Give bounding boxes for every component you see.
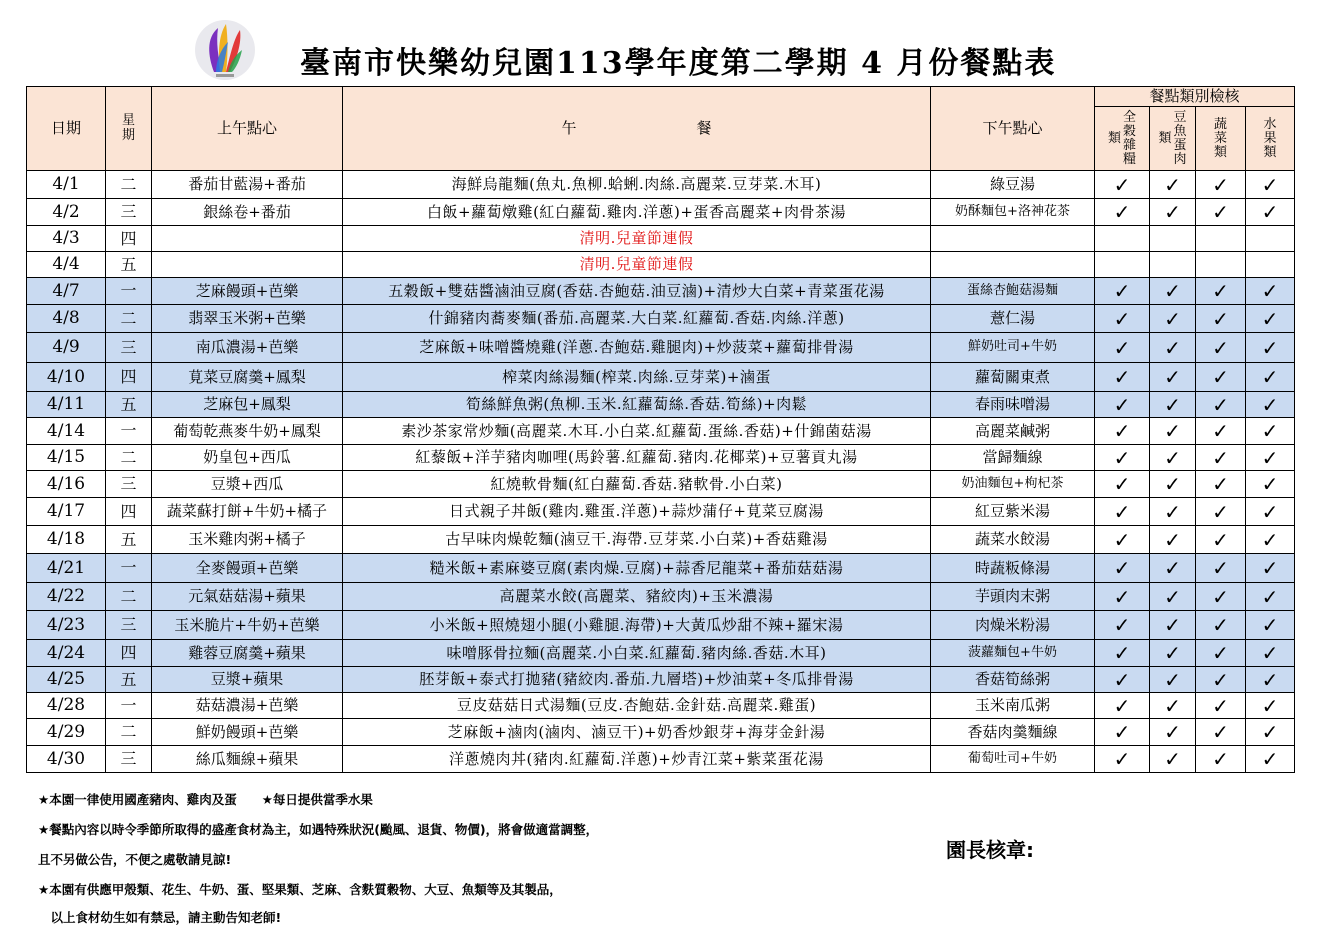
check-mark: ✓ (1150, 278, 1196, 305)
check-mark: ✓ (1196, 640, 1246, 667)
row-date: 4/15 (27, 445, 106, 471)
check-mark: ✓ (1095, 554, 1150, 583)
check-mark: ✓ (1150, 583, 1196, 611)
check-mark: ✓ (1246, 554, 1295, 583)
row-am-snack (152, 226, 343, 252)
check-mark: ✓ (1095, 719, 1150, 746)
row-weekday: 四 (106, 363, 152, 392)
check-mark: ✓ (1095, 611, 1150, 640)
check-mark: ✓ (1095, 746, 1150, 773)
check-mark: ✓ (1150, 418, 1196, 445)
row-am-snack: 絲瓜麵線+蘋果 (152, 746, 343, 773)
row-pm-snack: 玉米南瓜粥 (931, 693, 1095, 719)
row-weekday: 一 (106, 693, 152, 719)
row-lunch: 筍絲鮮魚粥(魚柳.玉米.紅蘿蔔絲.香菇.筍絲)+肉鬆 (343, 392, 931, 418)
row-am-snack: 翡翠玉米粥+芭樂 (152, 305, 343, 333)
check-mark: ✓ (1095, 171, 1150, 199)
meal-row (27, 392, 1295, 418)
row-am-snack: 玉米雞肉粥+橘子 (152, 526, 343, 554)
header-am-snack: 上午點心 (152, 87, 343, 171)
row-am-snack: 蔬菜蘇打餅+牛奶+橘子 (152, 498, 343, 526)
check-mark: ✓ (1196, 719, 1246, 746)
row-lunch: 榨菜肉絲湯麵(榨菜.肉絲.豆芽菜)+滷蛋 (343, 363, 931, 392)
check-mark (1150, 226, 1196, 252)
check-mark: ✓ (1246, 305, 1295, 333)
row-lunch: 素沙茶家常炒麵(高麗菜.木耳.小白菜.紅蘿蔔.蛋絲.香菇)+什錦菌菇湯 (343, 418, 931, 445)
row-weekday: 五 (106, 667, 152, 693)
check-mark: ✓ (1196, 611, 1246, 640)
check-mark: ✓ (1150, 305, 1196, 333)
row-pm-snack: 蘿蔔關東煮 (931, 363, 1095, 392)
meal-row (27, 640, 1295, 667)
row-am-snack: 菇菇濃湯+芭樂 (152, 693, 343, 719)
check-mark: ✓ (1095, 392, 1150, 418)
meal-row (27, 611, 1295, 640)
row-weekday: 四 (106, 498, 152, 526)
note-4: ★本園有供應甲殼類、花生、牛奶、蛋、堅果類、芝麻、含麩質穀物、大豆、魚類等及其製品， (38, 882, 562, 897)
row-pm-snack: 香菇筍絲粥 (931, 667, 1095, 693)
row-weekday: 四 (106, 226, 152, 252)
row-am-snack: 豆漿+蘋果 (152, 667, 343, 693)
row-date: 4/11 (27, 392, 106, 418)
holiday-label: 清明.兒童節連假 (343, 226, 931, 252)
balloon-logo-icon (190, 20, 260, 86)
row-am-snack: 雞蓉豆腐羹+蘋果 (152, 640, 343, 667)
check-mark: ✓ (1246, 471, 1295, 498)
row-weekday: 三 (106, 746, 152, 773)
meal-row (27, 305, 1295, 333)
check-mark: ✓ (1150, 471, 1196, 498)
row-am-snack: 葡萄乾燕麥牛奶+鳳梨 (152, 418, 343, 445)
meal-row (27, 333, 1295, 363)
meal-table (26, 86, 1295, 773)
row-date: 4/30 (27, 746, 106, 773)
check-mark: ✓ (1150, 640, 1196, 667)
row-pm-snack: 綠豆湯 (931, 171, 1095, 199)
check-mark (1246, 226, 1295, 252)
check-mark: ✓ (1196, 667, 1246, 693)
row-pm-snack: 春雨味噌湯 (931, 392, 1095, 418)
row-date: 4/22 (27, 583, 106, 611)
row-am-snack: 元氣菇菇湯+蘋果 (152, 583, 343, 611)
check-mark: ✓ (1196, 171, 1246, 199)
row-date: 4/24 (27, 640, 106, 667)
row-am-snack: 豆漿+西瓜 (152, 471, 343, 498)
check-mark: ✓ (1246, 526, 1295, 554)
check-mark: ✓ (1150, 199, 1196, 226)
check-mark: ✓ (1246, 445, 1295, 471)
row-am-snack: 鮮奶饅頭+芭樂 (152, 719, 343, 746)
row-lunch: 什錦豬肉蕎麥麵(番茄.高麗菜.大白菜.紅蘿蔔.香菇.肉絲.洋蔥) (343, 305, 931, 333)
row-weekday: 三 (106, 199, 152, 226)
row-lunch: 芝麻飯+味噌醬燒雞(洋蔥.杏鮑菇.雞腿肉)+炒菠菜+蘿蔔排骨湯 (343, 333, 931, 363)
check-mark: ✓ (1246, 363, 1295, 392)
row-date: 4/29 (27, 719, 106, 746)
check-mark: ✓ (1196, 471, 1246, 498)
check-mark: ✓ (1196, 392, 1246, 418)
check-mark (1246, 252, 1295, 278)
check-mark: ✓ (1196, 583, 1246, 611)
row-am-snack: 玉米脆片+牛奶+芭樂 (152, 611, 343, 640)
check-mark: ✓ (1150, 611, 1196, 640)
row-weekday: 二 (106, 171, 152, 199)
row-weekday: 一 (106, 278, 152, 305)
check-mark: ✓ (1095, 305, 1150, 333)
row-am-snack (152, 252, 343, 278)
check-mark: ✓ (1150, 693, 1196, 719)
row-weekday: 三 (106, 471, 152, 498)
check-mark: ✓ (1246, 278, 1295, 305)
row-pm-snack: 高麗菜鹹粥 (931, 418, 1095, 445)
header-category-4: 水 果 類 (1246, 107, 1295, 171)
holiday-label: 清明.兒童節連假 (343, 252, 931, 278)
header-row-top (27, 87, 1295, 107)
meal-row (27, 746, 1295, 773)
row-date: 4/7 (27, 278, 106, 305)
check-mark: ✓ (1095, 333, 1150, 363)
row-weekday: 五 (106, 252, 152, 278)
row-am-snack: 南瓜濃湯+芭樂 (152, 333, 343, 363)
check-mark: ✓ (1196, 333, 1246, 363)
check-mark: ✓ (1196, 305, 1246, 333)
check-mark: ✓ (1246, 640, 1295, 667)
check-mark: ✓ (1196, 418, 1246, 445)
row-pm-snack (931, 226, 1095, 252)
note-1: ★本園一律使用國產豬肉、雞肉及蛋 ★每日提供當季水果 (38, 792, 373, 807)
meal-row (27, 418, 1295, 445)
check-mark: ✓ (1150, 554, 1196, 583)
check-mark: ✓ (1095, 583, 1150, 611)
check-mark (1196, 252, 1246, 278)
check-mark: ✓ (1150, 363, 1196, 392)
row-pm-snack: 時蔬粄條湯 (931, 554, 1095, 583)
check-mark: ✓ (1095, 526, 1150, 554)
row-lunch: 小米飯+照燒翅小腿(小雞腿.海帶)+大黃瓜炒甜不辣+羅宋湯 (343, 611, 931, 640)
check-mark: ✓ (1196, 498, 1246, 526)
meal-row (27, 693, 1295, 719)
row-date: 4/14 (27, 418, 106, 445)
row-am-snack: 番茄甘藍湯+番茄 (152, 171, 343, 199)
row-date: 4/17 (27, 498, 106, 526)
check-mark: ✓ (1196, 363, 1246, 392)
check-mark: ✓ (1095, 640, 1150, 667)
check-mark: ✓ (1246, 583, 1295, 611)
check-mark: ✓ (1095, 471, 1150, 498)
header-check: 餐點類別檢核 (1095, 87, 1295, 107)
check-mark (1150, 252, 1196, 278)
row-date: 4/2 (27, 199, 106, 226)
row-am-snack: 芝麻饅頭+芭樂 (152, 278, 343, 305)
row-date: 4/28 (27, 693, 106, 719)
meal-row (27, 252, 1295, 278)
row-pm-snack: 芋頭肉末粥 (931, 583, 1095, 611)
check-mark: ✓ (1246, 611, 1295, 640)
row-pm-snack: 當歸麵線 (931, 445, 1095, 471)
row-date: 4/1 (27, 171, 106, 199)
row-lunch: 白飯+蘿蔔燉雞(紅白蘿蔔.雞肉.洋蔥)+蛋香高麗菜+肉骨茶湯 (343, 199, 931, 226)
meal-row (27, 199, 1295, 226)
check-mark: ✓ (1196, 278, 1246, 305)
row-weekday: 二 (106, 583, 152, 611)
check-mark: ✓ (1150, 171, 1196, 199)
meal-row (27, 363, 1295, 392)
meal-row (27, 554, 1295, 583)
check-mark: ✓ (1196, 526, 1246, 554)
check-mark: ✓ (1196, 554, 1246, 583)
row-weekday: 一 (106, 554, 152, 583)
check-mark: ✓ (1246, 333, 1295, 363)
check-mark (1196, 226, 1246, 252)
meal-row (27, 171, 1295, 199)
meal-row (27, 667, 1295, 693)
check-mark: ✓ (1246, 746, 1295, 773)
row-am-snack: 奶皇包+西瓜 (152, 445, 343, 471)
check-mark: ✓ (1246, 498, 1295, 526)
principal-stamp-label: 園長核章: (946, 838, 1034, 862)
meal-row (27, 498, 1295, 526)
row-am-snack: 芝麻包+鳳梨 (152, 392, 343, 418)
check-mark: ✓ (1246, 199, 1295, 226)
check-mark: ✓ (1246, 667, 1295, 693)
row-pm-snack: 奶油麵包+枸杞茶 (931, 471, 1095, 498)
check-mark: ✓ (1246, 693, 1295, 719)
check-mark (1095, 226, 1150, 252)
row-lunch: 高麗菜水餃(高麗菜、豬絞肉)+玉米濃湯 (343, 583, 931, 611)
meal-row (27, 471, 1295, 498)
check-mark: ✓ (1150, 392, 1196, 418)
check-mark: ✓ (1196, 199, 1246, 226)
meal-row (27, 226, 1295, 252)
check-mark: ✓ (1150, 445, 1196, 471)
row-am-snack: 全麥饅頭+芭樂 (152, 554, 343, 583)
check-mark: ✓ (1095, 445, 1150, 471)
check-mark: ✓ (1246, 719, 1295, 746)
note-3: 且不另做公告，不便之處敬請見諒! (38, 852, 232, 867)
check-mark: ✓ (1246, 171, 1295, 199)
row-pm-snack: 香菇肉羹麵線 (931, 719, 1095, 746)
row-weekday: 三 (106, 611, 152, 640)
row-pm-snack: 薏仁湯 (931, 305, 1095, 333)
check-mark: ✓ (1095, 667, 1150, 693)
header-category-1: 類 全 穀 雜 糧 (1095, 107, 1150, 171)
row-date: 4/25 (27, 667, 106, 693)
meal-row (27, 719, 1295, 746)
row-pm-snack: 蛋絲杏鮑菇湯麵 (931, 278, 1095, 305)
check-mark: ✓ (1150, 333, 1196, 363)
check-mark: ✓ (1095, 199, 1150, 226)
check-mark: ✓ (1246, 392, 1295, 418)
row-lunch: 味噌豚骨拉麵(高麗菜.小白菜.紅蘿蔔.豬肉絲.香菇.木耳) (343, 640, 931, 667)
row-date: 4/16 (27, 471, 106, 498)
note-2: ★餐點內容以時令季節所取得的盛產食材為主，如遇特殊狀況(颱風、退貨、物價)，將會做適當調整， (38, 822, 599, 837)
row-pm-snack: 鮮奶吐司+牛奶 (931, 333, 1095, 363)
row-pm-snack: 肉燥米粉湯 (931, 611, 1095, 640)
row-date: 4/4 (27, 252, 106, 278)
page-title: 臺南市快樂幼兒園113學年度第二學期 4 月份餐點表 (300, 46, 1057, 81)
header-category-2: 類 豆 魚 蛋 肉 (1150, 107, 1196, 171)
row-am-snack: 莧菜豆腐羹+鳳梨 (152, 363, 343, 392)
check-mark: ✓ (1246, 418, 1295, 445)
row-pm-snack: 奶酥麵包+洛神花茶 (931, 199, 1095, 226)
check-mark: ✓ (1150, 667, 1196, 693)
row-pm-snack: 紅豆紫米湯 (931, 498, 1095, 526)
check-mark: ✓ (1196, 693, 1246, 719)
header-category-3: 蔬 菜 類 (1196, 107, 1246, 171)
header-lunch: 午 餐 (343, 87, 931, 171)
row-lunch: 糙米飯+素麻婆豆腐(素肉燥.豆腐)+蒜香尼龍菜+番茄菇菇湯 (343, 554, 931, 583)
row-weekday: 二 (106, 719, 152, 746)
row-lunch: 芝麻飯+滷肉(滷肉、滷豆干)+奶香炒銀芽+海芽金針湯 (343, 719, 931, 746)
row-date: 4/18 (27, 526, 106, 554)
row-pm-snack: 菠蘿麵包+牛奶 (931, 640, 1095, 667)
check-mark: ✓ (1150, 746, 1196, 773)
row-lunch: 胚芽飯+泰式打拋豬(豬絞肉.番茄.九層塔)+炒油菜+冬瓜排骨湯 (343, 667, 931, 693)
meal-row (27, 583, 1295, 611)
row-weekday: 五 (106, 392, 152, 418)
row-date: 4/9 (27, 333, 106, 363)
row-lunch: 日式親子丼飯(雞肉.雞蛋.洋蔥)+蒜炒蒲仔+莧菜豆腐湯 (343, 498, 931, 526)
row-weekday: 一 (106, 418, 152, 445)
check-mark: ✓ (1196, 445, 1246, 471)
row-weekday: 二 (106, 445, 152, 471)
row-date: 4/8 (27, 305, 106, 333)
meal-row (27, 526, 1295, 554)
check-mark: ✓ (1095, 278, 1150, 305)
check-mark: ✓ (1150, 526, 1196, 554)
header-weekday: 星 期 (106, 87, 152, 171)
row-pm-snack (931, 252, 1095, 278)
header-pm-snack: 下午點心 (931, 87, 1095, 171)
check-mark: ✓ (1150, 719, 1196, 746)
note-5: 以上食材幼生如有禁忌，請主動告知老師! (38, 910, 282, 925)
row-lunch: 古早味肉燥乾麵(滷豆干.海帶.豆芽菜.小白菜)+香菇雞湯 (343, 526, 931, 554)
row-pm-snack: 葡萄吐司+牛奶 (931, 746, 1095, 773)
row-weekday: 五 (106, 526, 152, 554)
row-weekday: 四 (106, 640, 152, 667)
row-pm-snack: 蔬菜水餃湯 (931, 526, 1095, 554)
row-date: 4/3 (27, 226, 106, 252)
row-am-snack: 銀絲卷+番茄 (152, 199, 343, 226)
meal-row (27, 278, 1295, 305)
row-lunch: 洋蔥燒肉丼(豬肉.紅蘿蔔.洋蔥)+炒青江菜+紫菜蛋花湯 (343, 746, 931, 773)
row-lunch: 海鮮烏龍麵(魚丸.魚柳.蛤蜊.肉絲.高麗菜.豆芽菜.木耳) (343, 171, 931, 199)
check-mark: ✓ (1095, 363, 1150, 392)
row-lunch: 五穀飯+雙菇醬滷油豆腐(香菇.杏鮑菇.油豆滷)+清炒大白菜+青菜蛋花湯 (343, 278, 931, 305)
row-date: 4/10 (27, 363, 106, 392)
row-lunch: 紅燒軟骨麵(紅白蘿蔔.香菇.豬軟骨.小白菜) (343, 471, 931, 498)
row-date: 4/23 (27, 611, 106, 640)
check-mark: ✓ (1095, 693, 1150, 719)
header-date: 日期 (27, 87, 106, 171)
meal-row (27, 445, 1295, 471)
row-weekday: 三 (106, 333, 152, 363)
check-mark: ✓ (1150, 498, 1196, 526)
row-lunch: 豆皮菇菇日式湯麵(豆皮.杏鮑菇.金針菇.高麗菜.雞蛋) (343, 693, 931, 719)
row-weekday: 二 (106, 305, 152, 333)
row-lunch: 紅藜飯+洋芋豬肉咖哩(馬鈴薯.紅蘿蔔.豬肉.花椰菜)+豆薯貢丸湯 (343, 445, 931, 471)
check-mark (1095, 252, 1150, 278)
check-mark: ✓ (1095, 498, 1150, 526)
check-mark: ✓ (1196, 746, 1246, 773)
row-date: 4/21 (27, 554, 106, 583)
check-mark: ✓ (1095, 418, 1150, 445)
